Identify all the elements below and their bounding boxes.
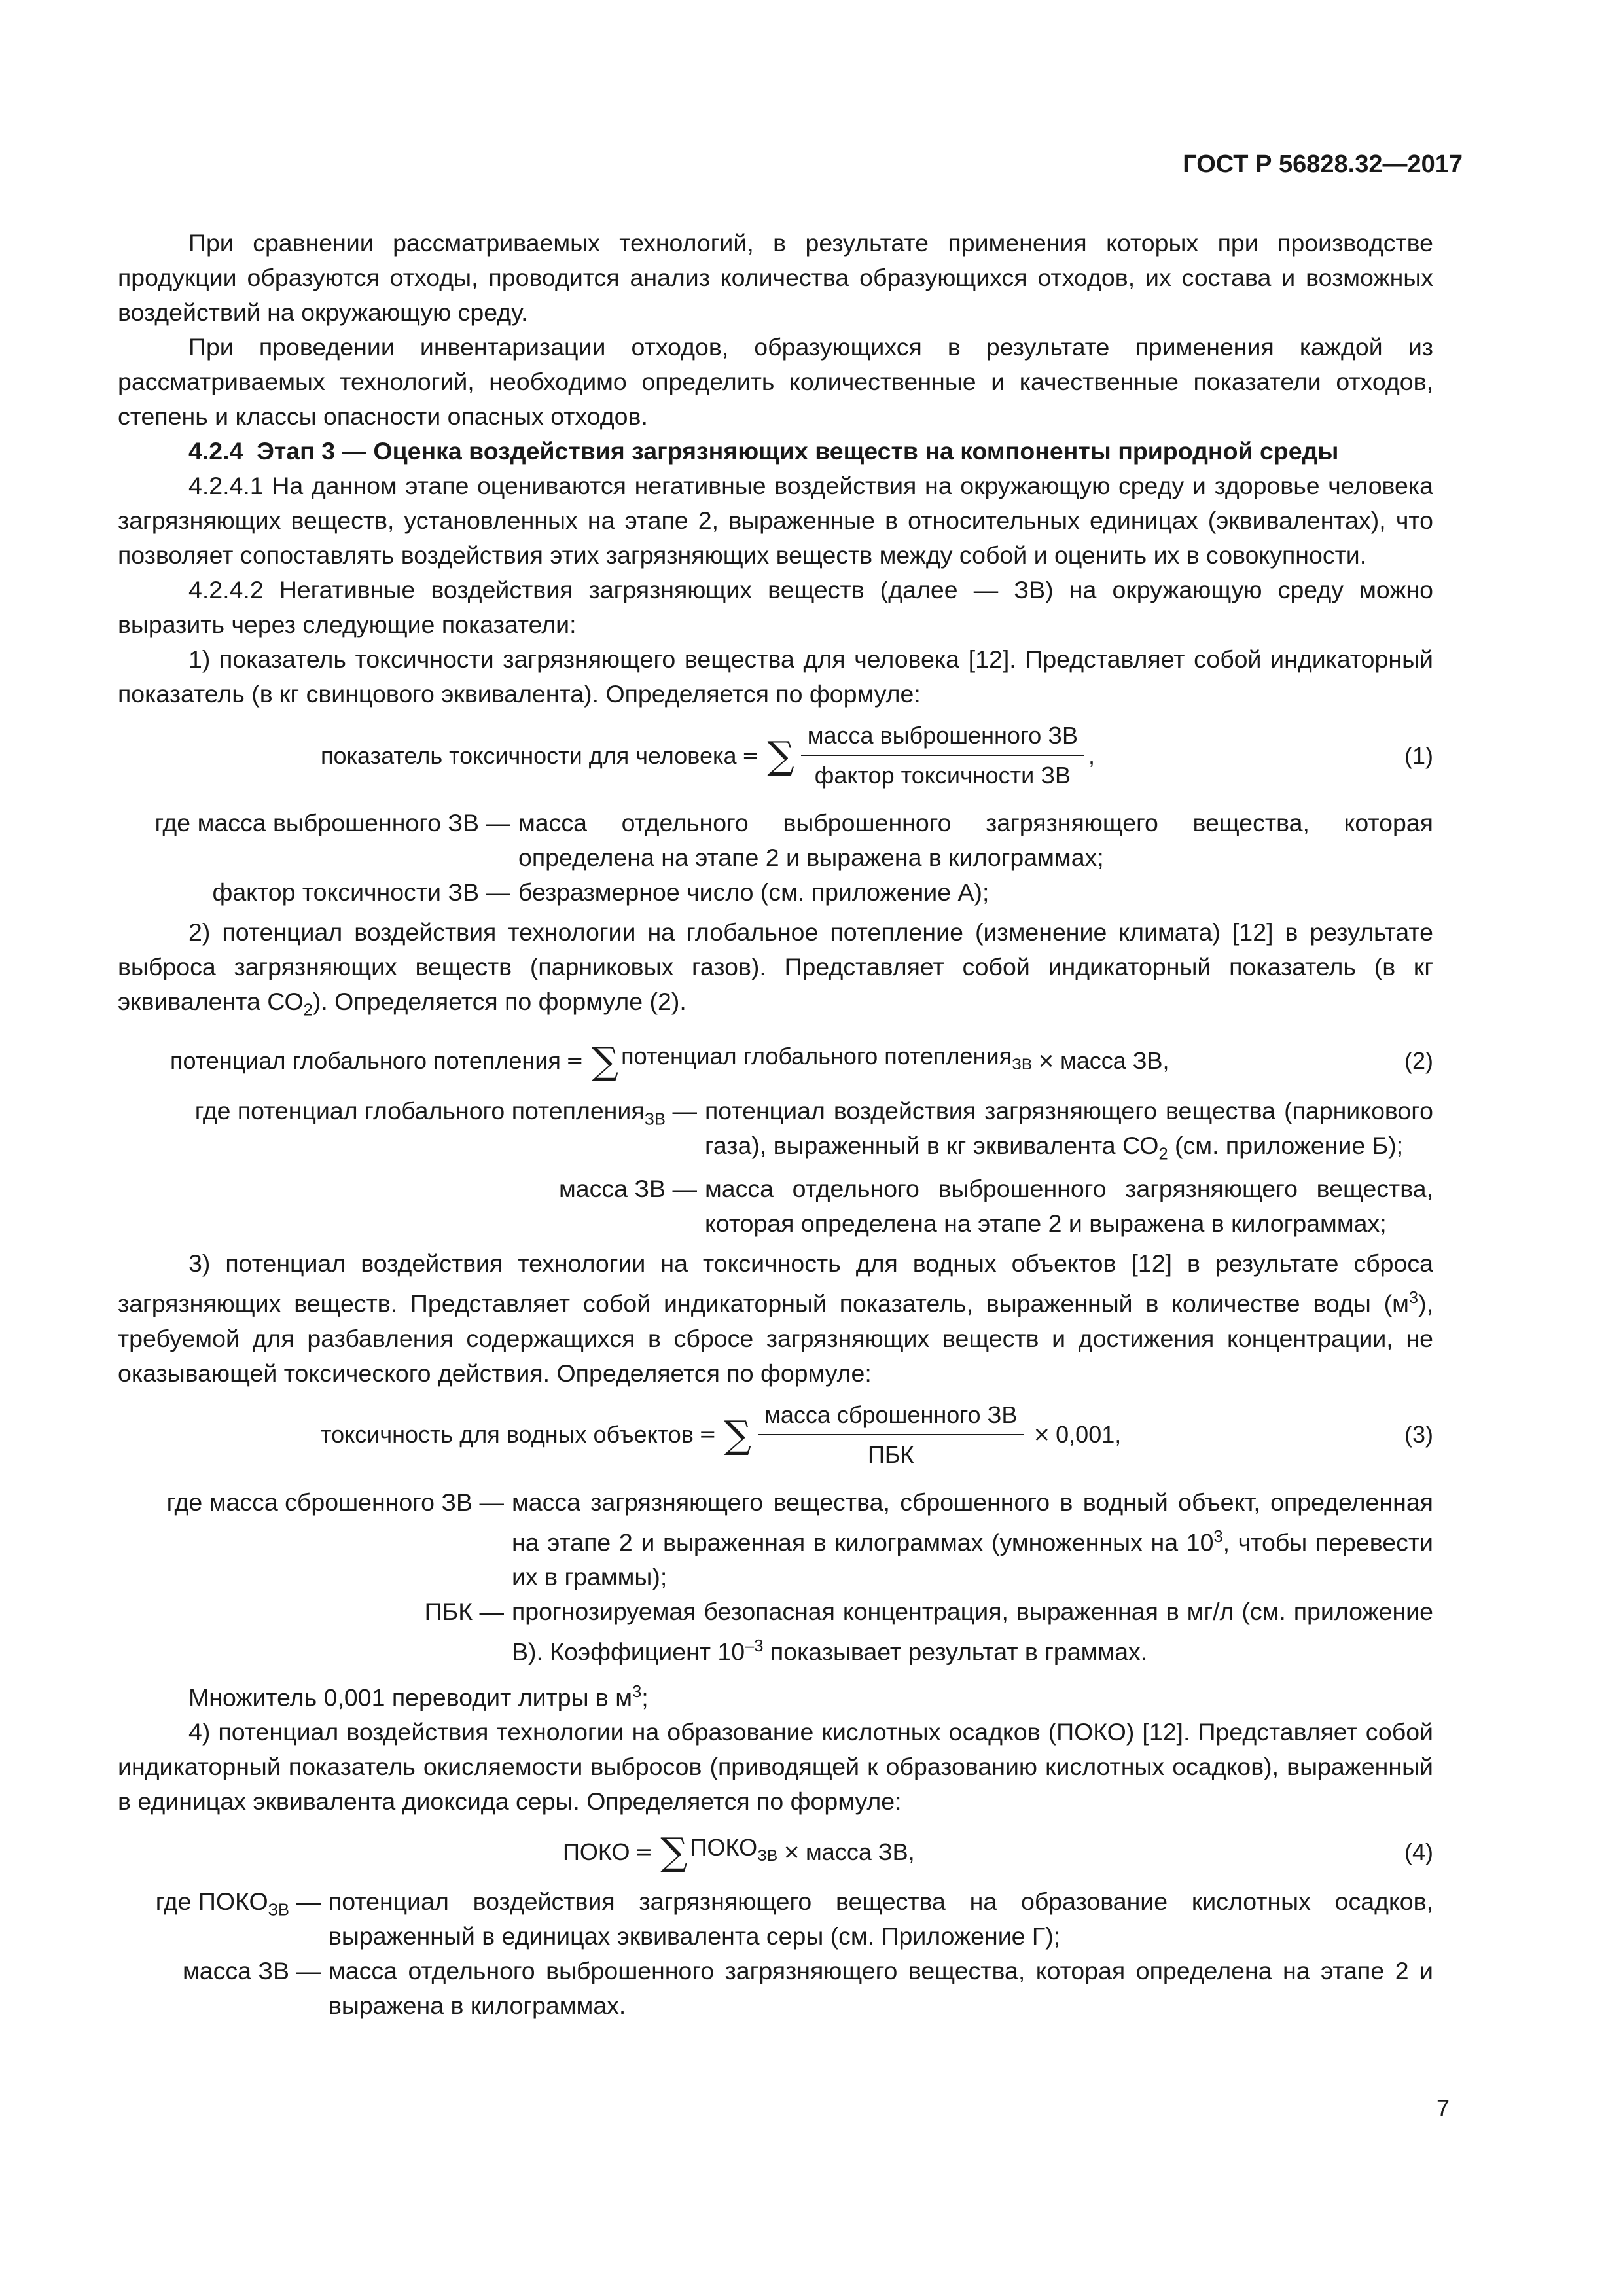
formula-3-definitions <box>118 1485 1433 1670</box>
formula-4-sigma: ∑ <box>660 1829 688 1874</box>
formula-2-mass: масса ЗВ, <box>1060 1047 1169 1074</box>
definition-row <box>118 1485 1433 1595</box>
definition-row <box>118 806 1433 875</box>
definition-row <box>118 1884 1433 1954</box>
paragraph-inventory: При проведении инвентаризации отходов, образующихся в результате применения каждой из рассматриваемых технологий, необходимо определить количественные и качественные показатели отходов, степень и классы опасности опасных отходов. <box>118 333 1433 430</box>
paragraph-item-2: 2) потенциал воздействия технологии на глобальное потепление (изменение климата) [12] в результате выброса загрязняющих веществ (парниковых газов). Представляет собой индикаторный показатель (в кг эквивалента $СО_2$). Определяется по формуле (2). <box>118 918 1433 1020</box>
formula-3-sigma: ∑ <box>724 1412 752 1457</box>
definition-term: где $ПОКО_{ЗВ}$ — <box>155 1888 321 1920</box>
formula-1-sigma: ∑ <box>767 733 794 778</box>
paragraph-4-2-4-2: 4.2.4.2 Негативные воздействия загрязняющих веществ (далее — ЗВ) на окружающую среду можно выразить через следующие показатели: <box>118 576 1433 638</box>
formula-1-denominator: фактор токсичности ЗВ <box>814 762 1071 789</box>
formula-4-lhs: ПОКО <box>563 1838 630 1865</box>
definition-term: масса ЗВ — <box>183 1957 321 1984</box>
formula-1-tail: , <box>1088 742 1096 769</box>
section-title: Этап 3 — Оценка воздействия загрязняющих веществ на компоненты природной среды <box>257 437 1339 465</box>
definition-desc: масса загрязняющего вещества, сброшенного в водный объект, определенная на этапе 2 и выраженная в килограммах (умноженных на $10^3$, чтобы перевести их в граммы); <box>512 1488 1433 1590</box>
paragraph-multiplier: Множитель 0,001 переводит литры в $м^3$; <box>188 1682 649 1711</box>
formula-4-term: $ПОКО_{ЗВ}$ <box>690 1833 778 1865</box>
document-body <box>118 226 1433 2028</box>
paragraph-item-3: 3) потенциал воздействия технологии на токсичность для водных объектов [12] в результате сброса загрязняющих веществ. Представляет собой индикаторный показатель, выраженный в количестве воды $(м^3)$, требуемой для разбавления содержащихся в сбросе загрязняющих веществ и достижения концентрации, не оказывающей токсического действия. Определяется по формуле: <box>118 1249 1433 1387</box>
paragraph-item-4: 4) потенциал воздействия технологии на образование кислотных осадков (ПОКО) [12]. Представляет собой индикаторный показатель окисляемости выбросов (приводящей к образованию кислотных осадков), выраженный в единицах эквивалента диоксида серы. Определяется по формуле: <box>118 1718 1433 1815</box>
formula-2-lhs: потенциал глобального потепления <box>170 1047 561 1074</box>
formula-2-number: (2) <box>1404 1047 1433 1074</box>
section-number: 4.2.4 <box>188 437 243 465</box>
formula-3-fraction <box>758 1397 1024 1472</box>
formula-2-equals: = <box>565 1048 584 1073</box>
definition-desc: потенциал воздействия загрязняющего вещества на образование кислотных осадков, выраженный в единицах эквивалента серы (см. Приложение Г); <box>329 1888 1433 1950</box>
definition-term: где масса сброшенного ЗВ — <box>166 1488 504 1516</box>
formula-3-equals: = <box>698 1422 717 1446</box>
definition-term: где масса выброшенного ЗВ — <box>154 809 510 836</box>
formula-4-mass: масса ЗВ, <box>806 1838 915 1865</box>
definition-term: где потенциал глобального потепления$_{ЗВ}$ — <box>194 1096 697 1128</box>
formula-4-equals: = <box>635 1839 653 1864</box>
definition-term: фактор токсичности ЗВ — <box>212 878 510 906</box>
formula-3-lhs: токсичность для водных объектов <box>321 1421 694 1448</box>
formula-3-numerator: масса сброшенного ЗВ <box>758 1397 1024 1435</box>
formula-3 <box>118 1399 1433 1471</box>
definition-desc: масса отдельного выброшенного загрязняющего вещества, которая определена на этапе 2 и выражена в килограммах. <box>329 1957 1433 2019</box>
formula-1-numerator: масса выброшенного ЗВ <box>801 718 1084 756</box>
formula-3-denominator: ПБК <box>867 1441 914 1468</box>
formula-2-times: × <box>1037 1048 1055 1073</box>
paragraph-4-2-4-1: 4.2.4.1 На данном этапе оцениваются негативные воздействия на окружающую среду и здоровье человека загрязняющих веществ, установленных на этапе 2, выраженные в относительных единицах (эквивалентах), что позволяет сопоставлять воздействия этих загрязняющих веществ между собой и оценить их в совокупности. <box>118 472 1433 569</box>
formula-3-number: (3) <box>1404 1421 1433 1448</box>
formula-1-fraction <box>801 718 1084 793</box>
formula-1-definitions <box>118 806 1433 910</box>
formula-2 <box>118 1037 1433 1085</box>
definition-row <box>118 1954 1433 2023</box>
section-heading <box>118 434 1433 469</box>
definition-desc: масса отдельного выброшенного загрязняющего вещества, которая определена на этапе 2 и выражена в килограммах; <box>518 809 1433 871</box>
definition-desc: безразмерное число (см. приложение А); <box>518 878 990 906</box>
formula-1-equals: = <box>741 742 760 768</box>
definition-row <box>118 875 1433 910</box>
formula-3-factor: 0,001, <box>1056 1421 1122 1448</box>
formula-2-term: потенциал глобального потепления$_{ЗВ}$ <box>621 1043 1033 1074</box>
definition-desc: потенциал воздействия загрязняющего вещества (парникового газа), выраженный в кг эквивалента $СО_2$ (см. приложение Б); <box>705 1096 1433 1163</box>
paragraph-item-1: 1) показатель токсичности загрязняющего вещества для человека [12]. Представляет собой индикаторный показатель (в кг свинцового эквивалента). Определяется по формуле: <box>118 645 1433 708</box>
definition-row <box>118 1172 1433 1241</box>
definition-row <box>118 1594 1433 1670</box>
definition-term: ПБК — <box>424 1598 504 1625</box>
definition-desc: прогнозируемая безопасная концентрация, выраженная в мг/л (см. приложение В). Коэффициент $10^{-3}$ показывает результат в граммах. <box>512 1598 1433 1666</box>
paragraph-comparison: При сравнении рассматриваемых технологий, в результате применения которых при производстве продукции образуются отходы, проводится анализ количества образующихся отходов, их состава и возможных воздействий на окружающую среду. <box>118 229 1433 326</box>
formula-2-sigma: ∑ <box>591 1038 619 1083</box>
formula-4-number: (4) <box>1404 1838 1433 1865</box>
page-number: 7 <box>1436 2094 1450 2121</box>
formula-3-times: × <box>1033 1422 1051 1446</box>
definition-desc: масса отдельного выброшенного загрязняющего вещества, которая определена на этапе 2 и выражена в килограммах; <box>705 1175 1433 1237</box>
formula-1 <box>118 719 1433 791</box>
formula-4 <box>118 1828 1433 1875</box>
formula-1-number: (1) <box>1404 742 1433 769</box>
formula-4-definitions <box>118 1884 1433 2023</box>
standard-id-header: ГОСТ Р 56828.32—2017 <box>1183 151 1463 178</box>
formula-4-times: × <box>783 1839 801 1864</box>
definition-term: масса ЗВ — <box>559 1175 697 1202</box>
formula-1-lhs: показатель токсичности для человека <box>321 742 737 769</box>
formula-2-definitions <box>118 1094 1433 1242</box>
definition-row <box>118 1094 1433 1172</box>
